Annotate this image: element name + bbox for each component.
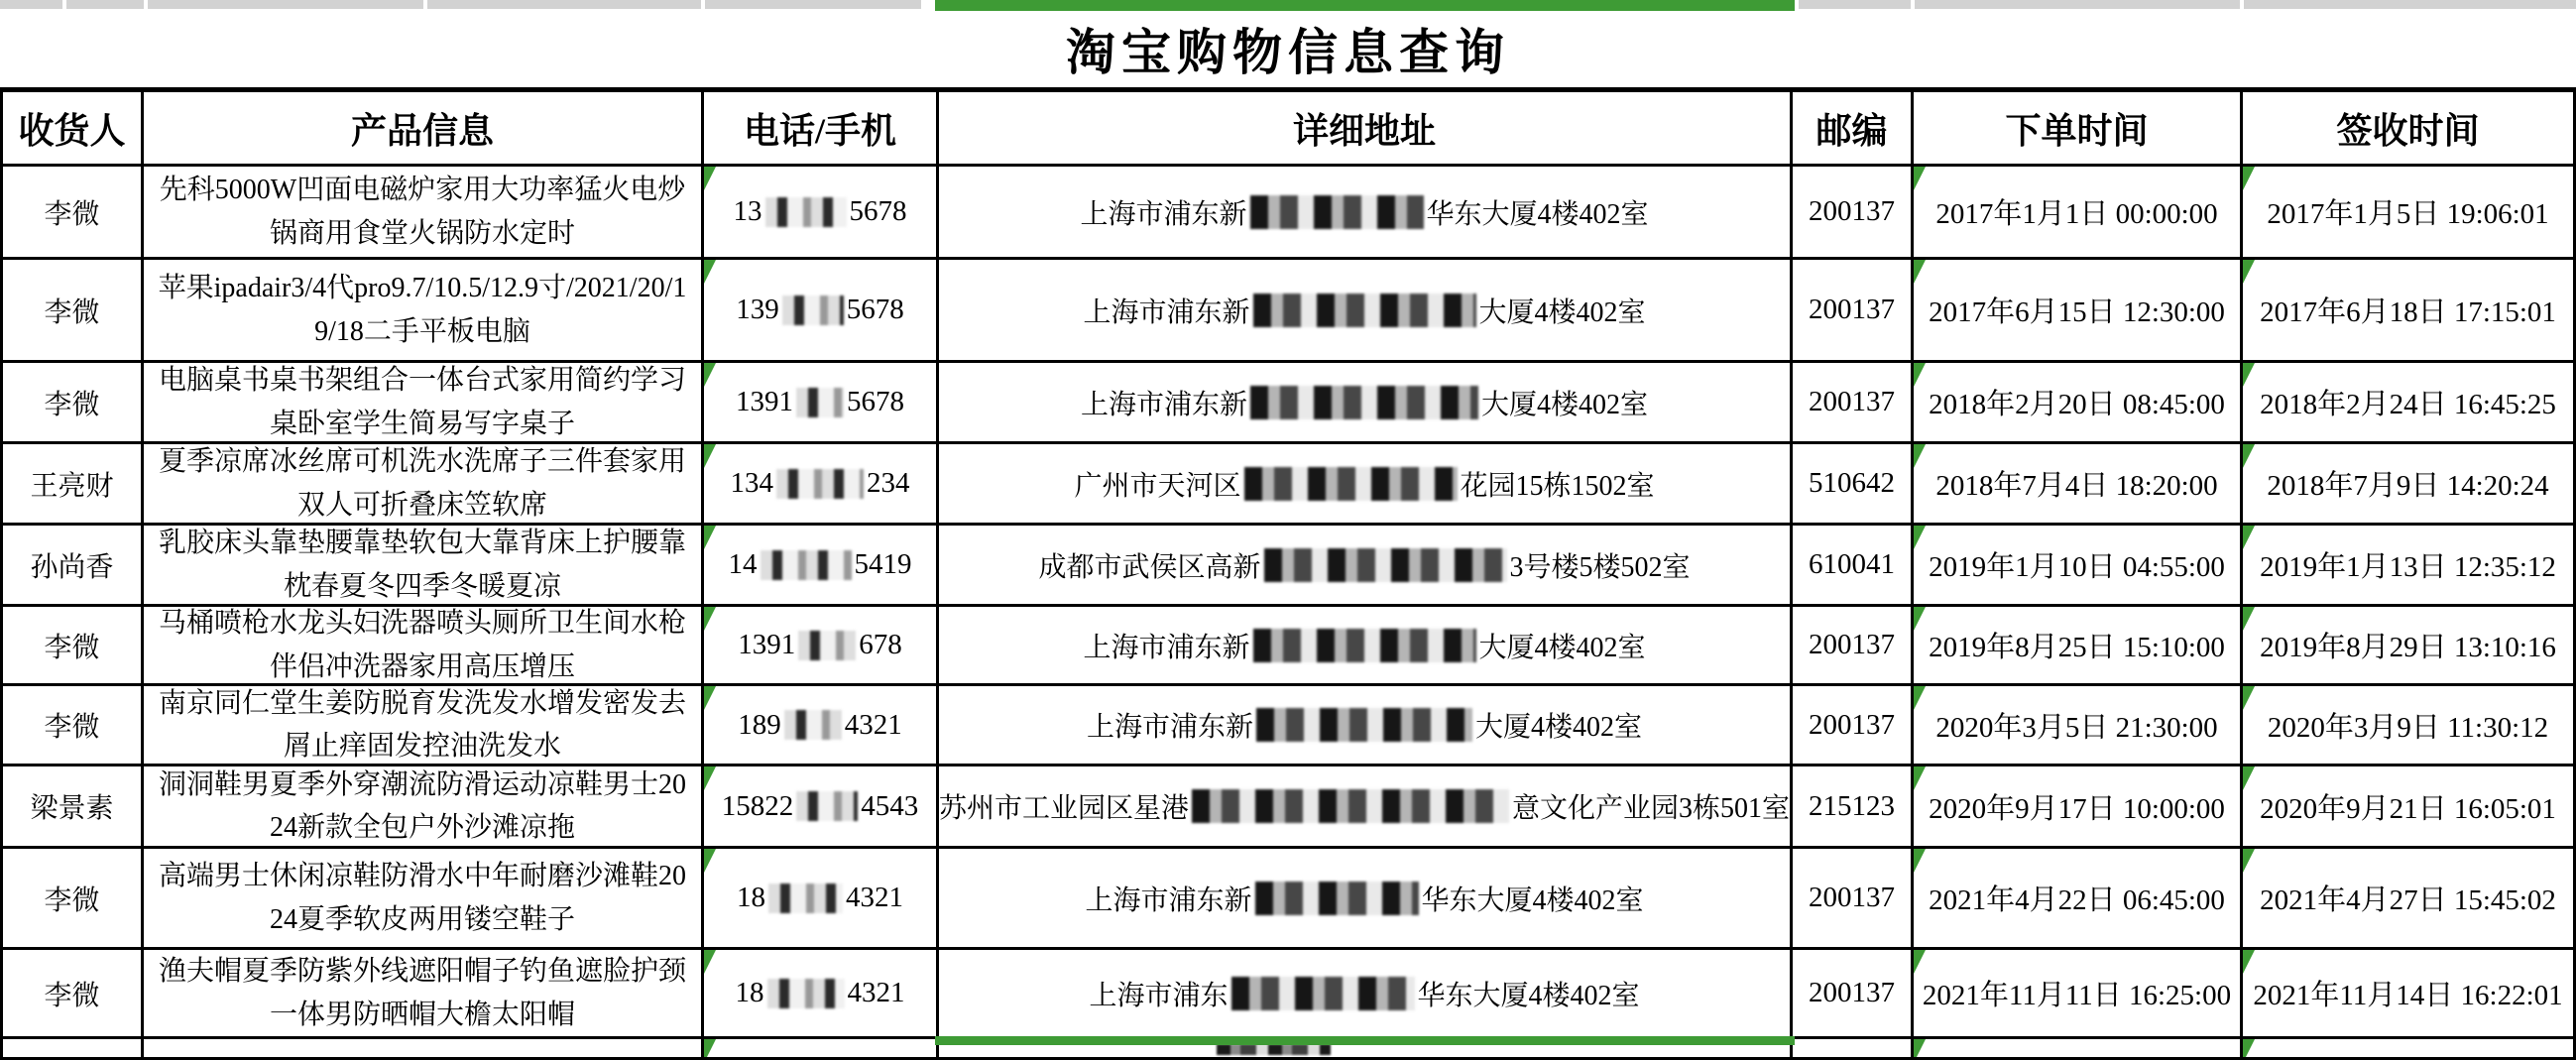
cell-text: 200137 [1809,195,1895,227]
error-indicator-icon [704,526,716,549]
cell-text: 200137 [1809,629,1895,660]
cell-text: 李微 [44,198,100,230]
error-indicator-icon [2243,1039,2255,1057]
cell-address[interactable] [939,363,1793,444]
cell-text: 上海市浦东新 [1080,198,1247,230]
cell-product[interactable] [144,950,704,1039]
cell-text: 大厦4楼402室 [1481,389,1649,420]
header-order-time[interactable]: 下单时间 [1914,92,2243,167]
cell-order-time[interactable] [1914,444,2243,526]
table-header-row [3,92,2573,167]
strip-segment [66,0,144,9]
cell-phone[interactable] [704,167,939,260]
table-row [3,363,2573,444]
cell-text: 200137 [1809,977,1895,1008]
censored-address-part [1231,977,1415,1010]
cell-text: 2021年11月14日 16:22:01 [2253,980,2563,1011]
error-indicator-icon [2243,766,2255,790]
cell-text: 2020年3月5日 21:30:00 [1935,711,2218,744]
cell-order-time[interactable] [1914,526,2243,607]
cell-product[interactable] [144,849,704,950]
cell-text: 李微 [44,632,100,663]
cell-text: 王亮财 [30,470,114,502]
cell-text: 15822 [721,789,794,822]
cell-text: 意文化产业园3栋501室 [1511,793,1790,824]
cell-order-time[interactable] [1914,363,2243,444]
cell-address[interactable] [939,950,1793,1039]
cell-text: 大厦4楼402室 [1478,296,1646,328]
cell-postcode[interactable] [1793,526,1914,607]
header-postcode[interactable]: 邮编 [1793,92,1914,167]
error-indicator-icon [2243,526,2255,549]
cell-text: 5419 [854,548,912,580]
cell-text: 上海市浦东新 [1080,389,1247,420]
censored-address-part [1253,629,1476,662]
cell-text: 广州市天河区 [1074,470,1241,502]
cell-text: 5678 [846,294,904,325]
table-row [3,444,2573,526]
error-indicator-icon [704,766,716,790]
cell-phone[interactable] [704,950,939,1039]
cell-order-time[interactable] [1914,849,2243,950]
cell-text: 3号楼5楼502室 [1509,551,1691,583]
cell-text: 夏季凉席冰丝席可机洗水洗席子三件套家用双人可折叠床笠软席 [158,446,686,521]
cell-text: 5678 [849,195,907,227]
cell-product[interactable] [144,363,704,444]
censored-address-part [1256,708,1472,742]
strip-segment [0,0,62,9]
cell-order-time[interactable] [1914,1039,2243,1057]
cell-text: 李微 [44,296,100,328]
error-indicator-icon [704,1039,716,1057]
cell-text: 4543 [861,789,919,822]
header-receipt-time[interactable]: 签收时间 [2243,92,2573,167]
cell-product[interactable] [144,260,704,363]
cell-product[interactable] [144,167,704,260]
cell-postcode[interactable] [1793,167,1914,260]
error-indicator-icon [704,607,716,631]
error-indicator-icon [704,686,716,710]
cell-text: 139 [736,294,779,325]
cell-receipt-time[interactable] [2243,607,2573,686]
censored-phone-digits [765,197,847,227]
selected-column-bottom-bar [935,1036,1795,1045]
cell-phone[interactable] [704,766,939,849]
cell-receipt-time[interactable] [2243,363,2573,444]
cell-text: 4321 [847,977,905,1008]
cell-text: 2020年9月17日 10:00:00 [1929,792,2225,825]
cell-recipient[interactable] [3,686,144,766]
cell-text: 孙尚香 [30,551,114,583]
cell-text: 华东大厦4楼402室 [1417,980,1640,1011]
cell-text: 2019年1月10日 04:55:00 [1929,551,2225,583]
cell-text: 610041 [1809,548,1895,580]
cell-postcode[interactable] [1793,444,1914,526]
cell-text: 189 [738,708,781,741]
cell-text: 2019年8月29日 13:10:16 [2260,632,2556,663]
cell-address[interactable] [939,686,1793,766]
cell-text: 4321 [844,708,902,741]
censored-address-part [1264,548,1507,582]
error-indicator-icon [1914,686,1926,710]
error-indicator-icon [704,260,716,284]
cell-receipt-time[interactable] [2243,1039,2573,1057]
error-indicator-icon [704,849,716,873]
cell-text: 2021年4月22日 06:45:00 [1929,884,2225,916]
cell-text: 2018年2月20日 08:45:00 [1929,389,2225,420]
cell-text: 华东大厦4楼402室 [1421,884,1644,916]
cell-text: 上海市浦东新 [1085,884,1252,916]
cell-text: 2021年4月27日 15:45:02 [2260,884,2556,916]
cell-text: 李微 [44,389,100,420]
cell-recipient[interactable] [3,766,144,849]
cell-text: 李微 [44,980,100,1011]
cell-recipient[interactable] [3,1039,144,1057]
cell-text: 苹果ipadair3/4代pro9.7/10.5/12.9寸/2021/20/19/18二手平板电脑 [158,273,687,347]
cell-postcode[interactable] [1793,363,1914,444]
cell-product[interactable] [144,1039,704,1057]
cell-text: 134 [730,467,773,499]
cell-address[interactable] [939,444,1793,526]
cell-phone[interactable] [704,607,939,686]
error-indicator-icon [704,950,716,974]
cell-address[interactable] [939,766,1793,849]
cell-text: 上海市浦东新 [1083,632,1250,663]
error-indicator-icon [704,444,716,468]
error-indicator-icon [2243,849,2255,873]
cell-text: 苏州市工业园区星港 [939,793,1190,824]
cell-text: 2017年6月18日 17:15:01 [2260,296,2556,328]
error-indicator-icon [2243,686,2255,710]
cell-text: 电脑桌书桌书架组合一体台式家用简约学习桌卧室学生简易写字桌子 [158,365,686,439]
cell-receipt-time[interactable] [2243,766,2573,849]
cell-recipient[interactable] [3,607,144,686]
cell-text: 678 [859,629,902,660]
strip-segment [148,0,423,9]
cell-text: 高端男士休闲凉鞋防滑水中年耐磨沙滩鞋2024夏季软皮两用镂空鞋子 [158,861,686,935]
cell-text: 14 [728,548,758,580]
cell-text: 大厦4楼402室 [1478,632,1646,663]
cell-text: 234 [867,467,910,499]
cell-text: 渔夫帽夏季防紫外线遮阳帽子钓鱼遮脸护颈一体男防晒帽大檐太阳帽 [158,956,686,1030]
cell-text: 洞洞鞋男夏季外穿潮流防滑运动凉鞋男士2024新款全包户外沙滩凉拖 [158,768,686,843]
header-recipient[interactable]: 收货人 [3,92,144,167]
cell-postcode[interactable] [1793,766,1914,849]
error-indicator-icon [1914,444,1926,468]
error-indicator-icon [704,167,716,190]
censored-phone-digits [784,710,842,740]
censored-phone-digits [798,631,856,660]
cell-postcode[interactable] [1793,607,1914,686]
censored-phone-digits [767,979,845,1008]
cell-phone[interactable] [704,526,939,607]
cell-text: 200137 [1809,294,1895,325]
cell-text: 13 [733,195,762,227]
cell-text: 18 [735,977,764,1008]
cell-text: 510642 [1809,467,1895,499]
cell-phone[interactable] [704,363,939,444]
cell-text: 乳胶床头靠垫腰靠垫软包大靠背床上护腰靠枕春夏冬四季冬暖夏凉 [158,528,686,602]
cell-recipient[interactable] [3,167,144,260]
table-row [3,849,2573,950]
cell-receipt-time[interactable] [2243,686,2573,766]
cell-address[interactable] [939,526,1793,607]
error-indicator-icon [1914,766,1926,790]
cell-recipient[interactable] [3,526,144,607]
order-table-body [3,167,2573,1039]
table-row [3,260,2573,363]
error-indicator-icon [2243,363,2255,387]
error-indicator-icon [1914,167,1926,190]
strip-segment [1799,0,1911,9]
cell-text: 上海市浦东新 [1086,712,1253,743]
cell-text: 2020年3月9日 11:30:12 [2267,711,2549,744]
strip-segment [427,0,701,9]
censored-phone-digits [768,883,843,913]
cell-phone[interactable] [704,444,939,526]
cell-postcode[interactable] [1793,849,1914,950]
censored-address-part [1250,386,1478,419]
cell-text: 200137 [1809,882,1895,913]
sheet-top-strip [0,0,2576,9]
cell-order-time[interactable] [1914,766,2243,849]
table-row [3,686,2573,766]
cell-text: 2021年11月11日 16:25:00 [1922,980,2232,1011]
cell-text: 5678 [847,386,904,417]
cell-postcode[interactable] [1793,260,1914,363]
table-row [3,526,2573,607]
cell-text: 成都市武侯区高新 [1038,551,1261,583]
header-address[interactable]: 详细地址 [939,92,1793,167]
cell-address[interactable] [939,849,1793,950]
cell-address[interactable] [939,167,1793,260]
table-row [3,167,2573,260]
error-indicator-icon [1914,526,1926,549]
cell-phone[interactable] [704,1039,939,1057]
censored-phone-digits [782,295,844,325]
censored-address-part [1250,195,1424,229]
censored-address-part [1253,294,1476,327]
cell-order-time[interactable] [1914,167,2243,260]
cell-phone[interactable] [704,686,939,766]
cell-recipient[interactable] [3,950,144,1039]
table-row [3,607,2573,686]
header-phone[interactable]: 电话/手机 [704,92,939,167]
cell-text: 2020年9月21日 16:05:01 [2260,792,2556,825]
error-indicator-icon [2243,167,2255,190]
cell-product[interactable] [144,686,704,766]
error-indicator-icon [2243,260,2255,284]
cell-recipient[interactable] [3,260,144,363]
cell-text: 2017年6月15日 12:30:00 [1929,296,2225,328]
table-row [3,766,2573,849]
censored-address-part [1244,467,1458,501]
error-indicator-icon [1914,363,1926,387]
cell-text: 上海市浦东 [1089,980,1229,1011]
cell-receipt-time[interactable] [2243,444,2573,526]
cell-text: 215123 [1809,789,1895,822]
cell-text: 李微 [44,884,100,916]
cell-receipt-time[interactable] [2243,950,2573,1039]
cell-text: 梁景素 [30,793,114,824]
cell-text: 1391 [738,629,796,660]
cell-text: 4321 [846,882,903,913]
cell-recipient[interactable] [3,363,144,444]
cell-text: 南京同仁堂生姜防脱育发洗发水增发密发去屑止痒固发控油洗发水 [158,687,686,762]
cell-order-time[interactable] [1914,260,2243,363]
cell-postcode[interactable] [1793,950,1914,1039]
cell-text: 2019年1月13日 12:35:12 [2260,551,2556,583]
cell-text: 200137 [1809,708,1895,741]
cell-text: 2017年1月5日 19:06:01 [2267,198,2549,230]
strip-segment [705,0,921,9]
cell-text: 马桶喷枪水龙头妇洗器喷头厕所卫生间水枪伴侣冲洗器家用高压增压 [158,608,686,682]
cell-text: 花园15栋1502室 [1460,470,1655,502]
cell-order-time[interactable] [1914,686,2243,766]
cell-receipt-time[interactable] [2243,849,2573,950]
title-row [0,9,2576,87]
cell-text: 李微 [44,712,100,743]
error-indicator-icon [1914,607,1926,631]
error-indicator-icon [2243,444,2255,468]
cell-product[interactable] [144,607,704,686]
cell-order-time[interactable] [1914,950,2243,1039]
cell-text: 18 [737,882,765,913]
cell-phone[interactable] [704,849,939,950]
error-indicator-icon [1914,950,1926,974]
cell-postcode[interactable] [1793,686,1914,766]
censored-address-part [1255,882,1419,915]
cell-address[interactable] [939,260,1793,363]
order-table [0,87,2576,1060]
cell-recipient[interactable] [3,444,144,526]
strip-segment [1915,0,2240,9]
censored-phone-digits [796,791,858,821]
cell-text: 2017年1月1日 00:00:00 [1935,198,2218,230]
cell-text: 2018年2月24日 16:45:25 [2260,389,2556,420]
table-row [3,950,2573,1039]
cell-product[interactable] [144,444,704,526]
cell-postcode[interactable] [1793,1039,1914,1057]
cell-text: 2018年7月4日 18:20:00 [1935,470,2218,502]
censored-phone-digits [776,469,864,499]
cell-text: 华东大厦4楼402室 [1426,198,1649,230]
cell-order-time[interactable] [1914,607,2243,686]
censored-address-sliver [1217,1044,1331,1055]
cell-product[interactable] [144,766,704,849]
cell-text: 2018年7月9日 14:20:24 [2267,470,2549,502]
cell-receipt-time[interactable] [2243,260,2573,363]
error-indicator-icon [1914,849,1926,873]
cell-text: 上海市浦东新 [1083,296,1250,328]
page-title[interactable]: 淘宝购物信息查询 [1066,24,1510,80]
cell-phone[interactable] [704,260,939,363]
censored-phone-digits [761,550,852,580]
error-indicator-icon [1914,260,1926,284]
error-indicator-icon [704,363,716,387]
cell-receipt-time[interactable] [2243,526,2573,607]
censored-phone-digits [796,388,844,417]
error-indicator-icon [2243,607,2255,631]
strip-segment [2244,0,2576,9]
cell-text: 大厦4楼402室 [1475,712,1643,743]
censored-address-part [1192,789,1509,823]
cell-receipt-time[interactable] [2243,167,2573,260]
cell-text: 200137 [1809,386,1895,417]
cell-recipient[interactable] [3,849,144,950]
error-indicator-icon [2243,950,2255,974]
cell-product[interactable] [144,526,704,607]
cell-address[interactable] [939,607,1793,686]
cell-text: 2019年8月25日 15:10:00 [1929,632,2225,663]
header-product[interactable]: 产品信息 [144,92,704,167]
error-indicator-icon [1914,1039,1926,1057]
cell-text: 1391 [736,386,793,417]
cell-text: 先科5000W凹面电磁炉家用大功率猛火电炒锅商用食堂火锅防水定时 [159,175,686,249]
